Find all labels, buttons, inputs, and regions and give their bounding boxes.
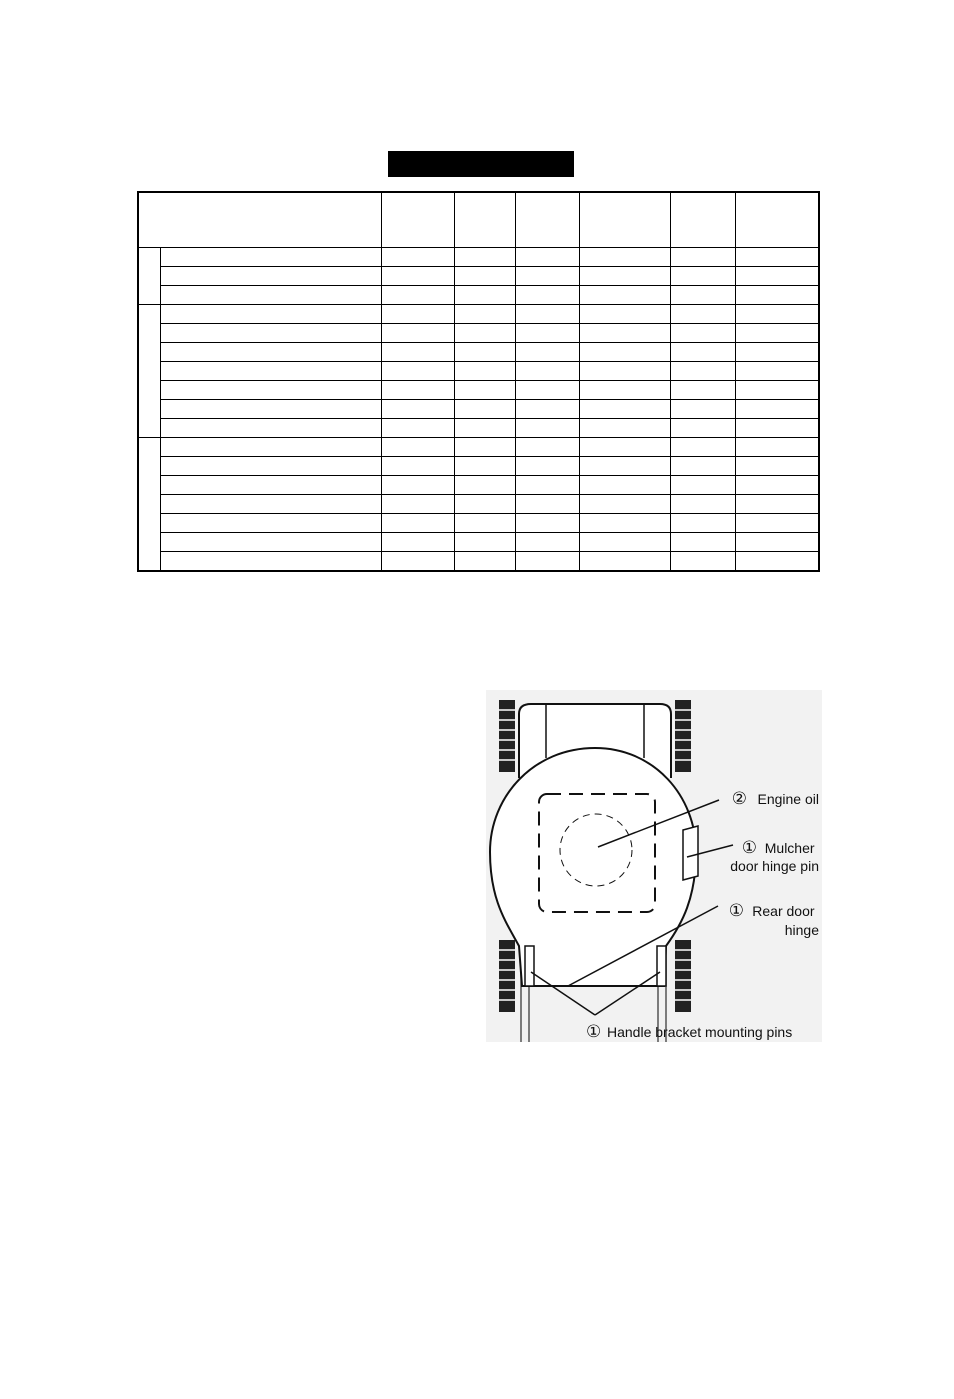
table-cell: [160, 305, 381, 324]
handle-bracket-left: [525, 946, 534, 986]
table-cell: [579, 495, 670, 514]
table-cell: [670, 552, 735, 572]
table-cell: [579, 381, 670, 400]
table-cell: [515, 533, 579, 552]
table-cell: [735, 305, 819, 324]
table-cell: [381, 495, 454, 514]
group-label-cell: [138, 305, 160, 438]
table-cell: [735, 324, 819, 343]
table-cell: [454, 286, 515, 305]
table-cell: [381, 419, 454, 438]
table-row: [138, 248, 819, 267]
table-cell: [579, 267, 670, 286]
table-row: [138, 514, 819, 533]
table-cell: [160, 457, 381, 476]
table-row: [138, 457, 819, 476]
table-cell: [515, 419, 579, 438]
table-cell: [454, 476, 515, 495]
table-row: [138, 419, 819, 438]
table-cell: [381, 552, 454, 572]
table-cell: [579, 305, 670, 324]
table-header-row: [138, 192, 819, 248]
header-cell: [735, 192, 819, 248]
table-cell: [579, 248, 670, 267]
table-cell: [735, 381, 819, 400]
table-cell: [515, 476, 579, 495]
table-cell: [515, 305, 579, 324]
table-cell: [735, 514, 819, 533]
table-cell: [160, 381, 381, 400]
table-cell: [160, 419, 381, 438]
table-row: [138, 286, 819, 305]
table-cell: [454, 248, 515, 267]
callout-handle-bracket-mounting-pins: ① Handle bracket mounting pins: [586, 1022, 793, 1042]
table-cell: [735, 438, 819, 457]
table-cell: [160, 400, 381, 419]
table-cell: [454, 400, 515, 419]
table-row: [138, 495, 819, 514]
header-cell: [381, 192, 454, 248]
table-cell: [515, 400, 579, 419]
table-cell: [735, 476, 819, 495]
table-cell: [454, 419, 515, 438]
table-cell: [381, 400, 454, 419]
table-cell: [515, 324, 579, 343]
table-cell: [670, 495, 735, 514]
table-cell: [670, 286, 735, 305]
table-cell: [735, 495, 819, 514]
table-cell: [381, 286, 454, 305]
header-cell: [515, 192, 579, 248]
table-cell: [381, 457, 454, 476]
wheel-rear-right: [675, 940, 691, 1012]
table-cell: [454, 533, 515, 552]
header-item-cell: [138, 192, 381, 248]
group-label-cell: [138, 438, 160, 572]
table-cell: [670, 267, 735, 286]
wheel-front-left: [499, 700, 515, 772]
mulcher-door: [683, 826, 698, 880]
table-row: [138, 305, 819, 324]
table-cell: [735, 362, 819, 381]
table-cell: [515, 552, 579, 572]
table-cell: [579, 533, 670, 552]
table-cell: [381, 305, 454, 324]
table-cell: [735, 267, 819, 286]
table-cell: [579, 552, 670, 572]
table-cell: [454, 514, 515, 533]
table-cell: [381, 248, 454, 267]
table-cell: [735, 552, 819, 572]
lawn-mower-lubrication-diagram: [486, 690, 822, 1042]
table-row: [138, 362, 819, 381]
table-cell: [670, 533, 735, 552]
table-cell: [160, 343, 381, 362]
table-cell: [454, 343, 515, 362]
table-cell: [579, 438, 670, 457]
table-cell: [735, 248, 819, 267]
table-cell: [579, 457, 670, 476]
table-cell: [670, 305, 735, 324]
table-cell: [515, 457, 579, 476]
table-cell: [670, 248, 735, 267]
table-cell: [670, 476, 735, 495]
table-row: [138, 533, 819, 552]
table-cell: [579, 324, 670, 343]
table-cell: [454, 552, 515, 572]
table-row: [138, 438, 819, 457]
table-cell: [454, 362, 515, 381]
table-cell: [454, 457, 515, 476]
table-cell: [735, 343, 819, 362]
table-cell: [381, 343, 454, 362]
table-cell: [670, 457, 735, 476]
table-cell: [160, 438, 381, 457]
table-cell: [735, 533, 819, 552]
table-cell: [160, 476, 381, 495]
table-cell: [381, 362, 454, 381]
table-cell: [381, 381, 454, 400]
table-cell: [670, 381, 735, 400]
table-cell: [454, 324, 515, 343]
table-cell: [454, 438, 515, 457]
table-cell: [735, 457, 819, 476]
table-cell: [160, 267, 381, 286]
table-cell: [160, 286, 381, 305]
table-cell: [670, 438, 735, 457]
group-label-cell: [138, 248, 160, 305]
table-body: [138, 192, 819, 571]
table-cell: [381, 438, 454, 457]
table-cell: [670, 343, 735, 362]
callout-mulcher-door-hinge-pin: ① Mulcher door hinge pin: [730, 838, 819, 874]
table-cell: [579, 400, 670, 419]
table-row: [138, 343, 819, 362]
table-row: [138, 400, 819, 419]
table-cell: [515, 362, 579, 381]
table-cell: [454, 305, 515, 324]
table-cell: [515, 248, 579, 267]
table-cell: [670, 324, 735, 343]
wheel-rear-left: [499, 940, 515, 1012]
table-cell: [381, 324, 454, 343]
table-cell: [735, 286, 819, 305]
table-cell: [735, 419, 819, 438]
table-cell: [160, 324, 381, 343]
table-cell: [735, 400, 819, 419]
table-row: [138, 552, 819, 572]
table-cell: [670, 419, 735, 438]
maintenance-schedule-table: [137, 191, 820, 572]
table-row: [138, 381, 819, 400]
header-cell: [579, 192, 670, 248]
table-cell: [160, 362, 381, 381]
table-cell: [454, 495, 515, 514]
header-cell: [454, 192, 515, 248]
table-cell: [515, 514, 579, 533]
table-cell: [579, 476, 670, 495]
callout-engine-oil: ② Engine oil: [731, 789, 819, 809]
page-title: [388, 151, 574, 177]
table-cell: [454, 267, 515, 286]
table-cell: [670, 362, 735, 381]
table-cell: [515, 381, 579, 400]
table-cell: [670, 400, 735, 419]
table-cell: [160, 552, 381, 572]
table-cell: [579, 419, 670, 438]
table-cell: [160, 495, 381, 514]
table-cell: [515, 267, 579, 286]
table-cell: [160, 533, 381, 552]
table-cell: [579, 286, 670, 305]
table-cell: [579, 362, 670, 381]
handle-bracket-right: [657, 946, 666, 986]
table-row: [138, 267, 819, 286]
table-cell: [160, 248, 381, 267]
table-row: [138, 476, 819, 495]
table-cell: [515, 286, 579, 305]
table-cell: [515, 438, 579, 457]
table-cell: [579, 343, 670, 362]
table-cell: [381, 514, 454, 533]
callout-rear-door-hinge: ① Rear door hinge: [728, 901, 819, 938]
table-row: [138, 324, 819, 343]
table-cell: [160, 514, 381, 533]
table-cell: [381, 533, 454, 552]
table-cell: [670, 514, 735, 533]
wheel-front-right: [675, 700, 691, 772]
table-cell: [454, 381, 515, 400]
table-cell: [381, 476, 454, 495]
header-cell: [670, 192, 735, 248]
table-cell: [515, 495, 579, 514]
table-cell: [515, 343, 579, 362]
table-cell: [579, 514, 670, 533]
table-cell: [381, 267, 454, 286]
